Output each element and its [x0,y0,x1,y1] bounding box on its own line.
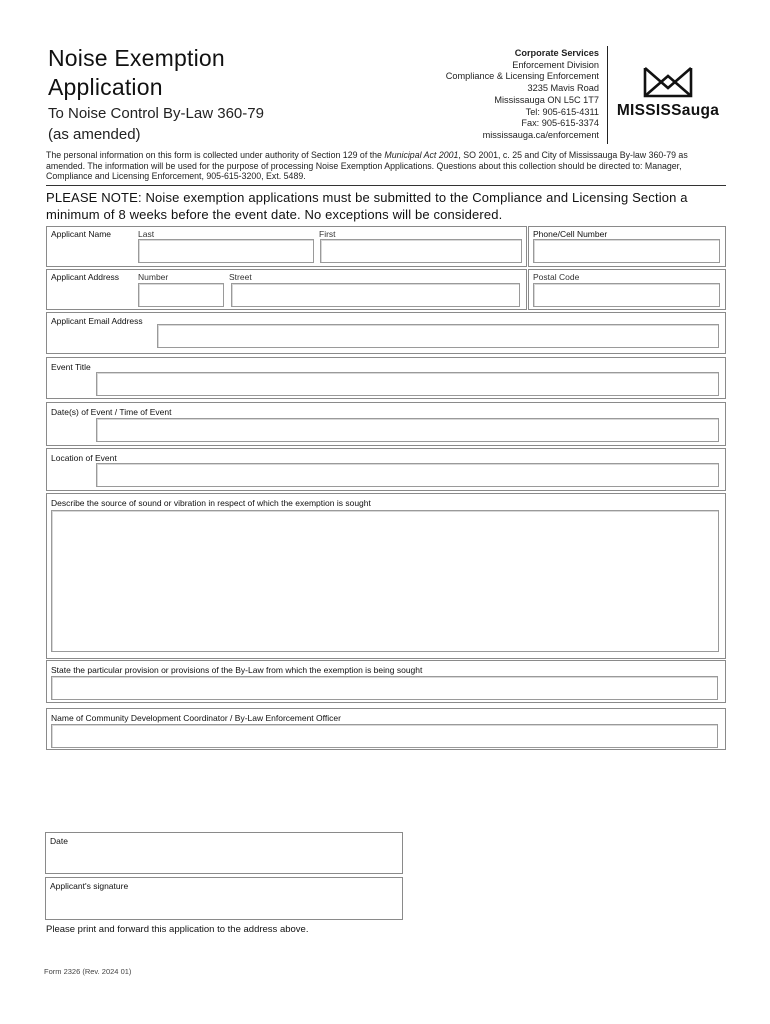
applicant-name-label: Applicant Name [51,229,112,239]
contact-division: Enforcement Division [512,59,599,70]
contact-fax: Fax: 905-615-3374 [521,118,599,129]
contact-city: Mississauga ON L5C 1T7 [494,94,599,105]
privacy-statement [46,150,726,182]
event-location-section [46,448,726,491]
coordinator-label: Name of Community Development Coordinator / By-Law Enforcement Officer [51,713,341,723]
logo-wordmark: MISSISSauga [616,102,720,119]
applicant-address-label: Applicant Address [51,272,120,282]
privacy-part-1: The personal information on this form is collected under authority of Section 129 of the [46,150,385,160]
city-logo [612,66,724,120]
divider [46,185,726,186]
email-section [46,312,726,354]
signature-label: Applicant's signature [50,881,129,891]
submission-notice: PLEASE NOTE: Noise exemption applications must be submitted to the Compliance and Licensing Section a minimum of 8 weeks before the event date. No exceptions will be considered. [46,190,688,222]
phone-section [528,226,726,267]
first-name-field[interactable] [320,239,522,263]
applicant-address-section [46,269,527,310]
bylaw-provision-section [46,660,726,703]
coordinator-field[interactable] [51,724,718,748]
signature-box[interactable] [45,877,403,920]
event-dates-field[interactable] [96,418,719,442]
coordinator-section [46,708,726,750]
contact-tel: Tel: 905-615-4311 [525,106,599,117]
form-title [48,44,225,102]
event-location-label: Location of Event [51,453,117,463]
event-location-field[interactable] [96,463,719,487]
event-title-field[interactable] [96,372,719,396]
email-field[interactable] [157,324,719,348]
sound-source-textarea[interactable] [51,510,719,652]
title-line-1: Noise Exemption [48,45,225,71]
contact-unit: Compliance & Licensing Enforcement [445,71,599,82]
bylaw-provision-label: State the particular provision or provisions of the By-Law from which the exemption is being sought [51,665,423,675]
privacy-act-name: Municipal Act 2001 [384,150,459,160]
street-field[interactable] [231,283,520,307]
street-label: Street [229,272,252,282]
street-number-field[interactable] [138,283,224,307]
event-title-section [46,357,726,399]
title-line-2: Application [48,74,163,100]
print-instruction: Please print and forward this application to the address above. [46,924,309,935]
bylaw-provision-field[interactable] [51,676,718,700]
street-number-label: Number [138,272,169,282]
phone-field[interactable] [533,239,720,263]
event-dates-label: Date(s) of Event / Time of Event [51,407,172,417]
subtitle-line-2: (as amended) [48,126,141,143]
postal-section [528,269,726,310]
contact-street: 3235 Mavis Road [527,83,599,94]
privacy-part-2: , SO 2001, c. 25 and City of Mississauga By-law 360-79 as amended. The information will be used for the purpose of processing Noise Exemption Applications. Questions about this collection should be directed to: Manager, Compliance and Licensing Enforcement, 905-615-3200, Ext. 5489. [46,150,688,182]
sound-source-label: Describe the source of sound or vibration in respect of which the exemption is sought [51,498,371,508]
contact-block [446,48,599,142]
form-subtitle [48,103,264,145]
phone-label: Phone/Cell Number [533,229,608,239]
event-title-label: Event Title [51,362,91,372]
date-box[interactable] [45,832,403,874]
first-name-label: First [319,229,336,239]
applicant-name-section [46,226,527,267]
mississauga-crown-icon [643,66,693,98]
last-name-label: Last [138,229,155,239]
subtitle-line-1: To Noise Control By-Law 360-79 [48,105,264,122]
contact-web: mississauga.ca/enforcement [482,129,599,140]
header-divider [607,46,608,144]
form-number: Form 2326 (Rev. 2024 01) [44,967,132,976]
contact-dept: Corporate Services [514,48,599,58]
last-name-field[interactable] [138,239,314,263]
postal-code-field[interactable] [533,283,720,307]
sound-source-section [46,493,726,659]
date-label: Date [50,836,68,846]
event-dates-section [46,402,726,446]
email-label: Applicant Email Address [51,316,143,326]
postal-code-label: Postal Code [533,272,580,282]
